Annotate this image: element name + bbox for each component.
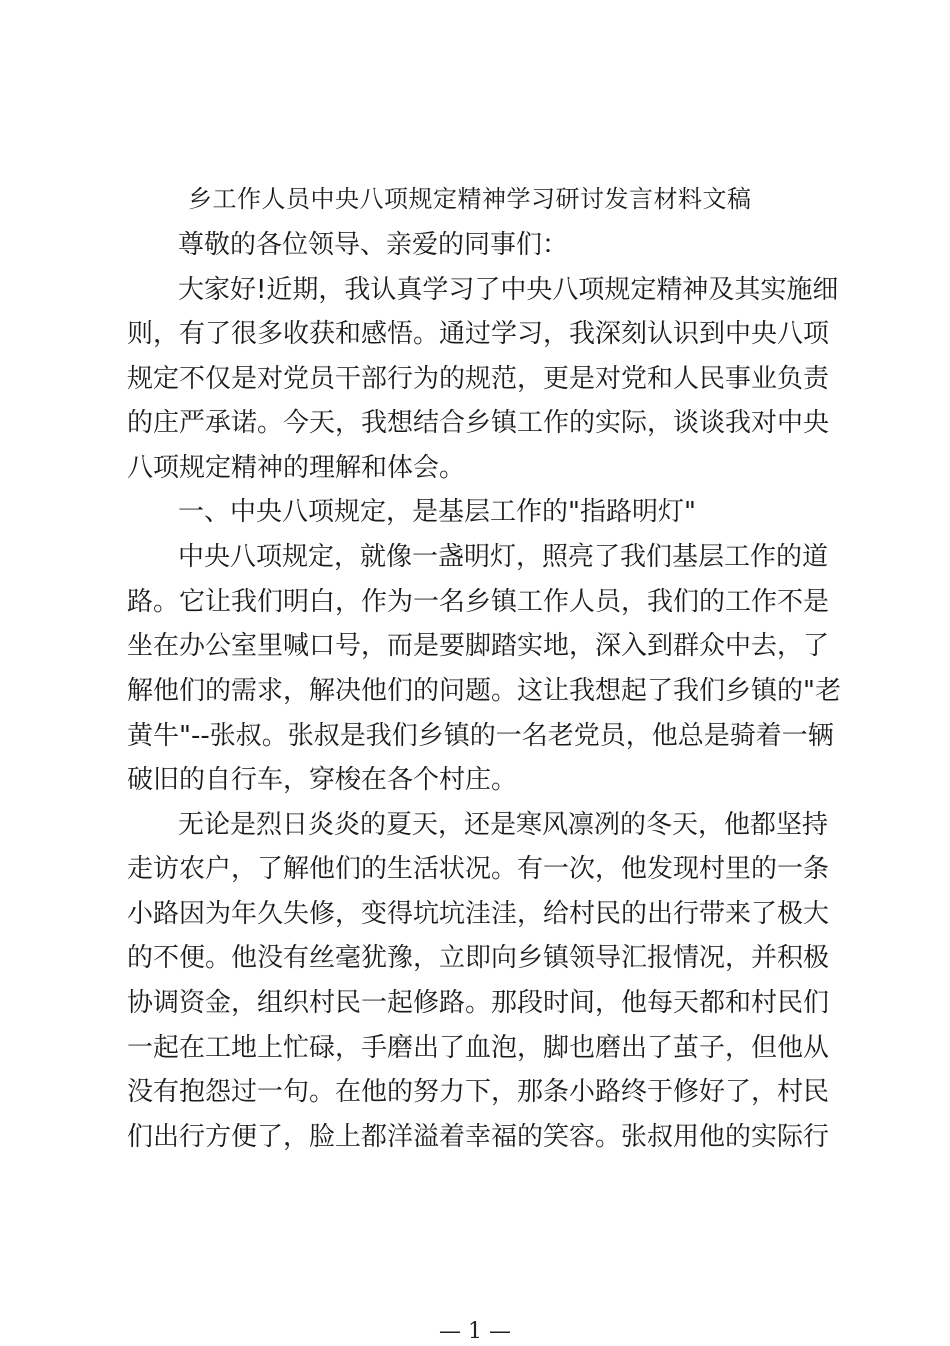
greeting-line: 尊敬的各位领导、亲爱的同事们： xyxy=(178,230,569,260)
paragraph-line: 没有抱怨过一句。在他的努力下，那条小路终于修好了，村民 xyxy=(127,1077,830,1107)
paragraph-line: 的不便。他没有丝毫犹豫，立即向乡镇领导汇报情况，并积极 xyxy=(127,943,830,973)
document-title: 乡工作人员中央八项规定精神学习研讨发言材料文稿 xyxy=(188,185,752,213)
paragraph-line: 中央八项规定，就像一盏明灯，照亮了我们基层工作的道 xyxy=(178,542,829,572)
paragraph-line: 八项规定精神的理解和体会。 xyxy=(127,453,466,483)
paragraph-line: 的庄严承诺。今天，我想结合乡镇工作的实际，谈谈我对中央 xyxy=(127,408,830,438)
page-number: — 1 — xyxy=(439,1319,511,1344)
paragraph-line: 破旧的自行车，穿梭在各个村庄。 xyxy=(127,765,518,795)
paragraph-line: 解他们的需求，解决他们的问题。这让我想起了我们乡镇的"老 xyxy=(127,676,841,706)
paragraph-line: 规定不仅是对党员干部行为的规范，更是对党和人民事业负责 xyxy=(127,364,830,394)
paragraph-line: 一起在工地上忙碌，手磨出了血泡，脚也磨出了茧子，但他从 xyxy=(127,1033,830,1063)
paragraph-line: 则，有了很多收获和感悟。通过学习，我深刻认识到中央八项 xyxy=(127,319,830,349)
section-heading: 一、中央八项规定，是基层工作的"指路明灯" xyxy=(178,497,696,527)
paragraph-line: 们出行方便了，脸上都洋溢着幸福的笑容。张叔用他的实际行 xyxy=(127,1122,830,1152)
paragraph-line: 无论是烈日炎炎的夏天，还是寒风凛冽的冬天，他都坚持 xyxy=(178,810,829,840)
paragraph-line: 路。它让我们明白，作为一名乡镇工作人员，我们的工作不是 xyxy=(127,587,830,617)
paragraph-line: 协调资金，组织村民一起修路。那段时间，他每天都和村民们 xyxy=(127,988,830,1018)
paragraph-line: 黄牛"--张叔。张叔是我们乡镇的一名老党员，他总是骑着一辆 xyxy=(127,721,834,751)
paragraph-line: 大家好!近期，我认真学习了中央八项规定精神及其实施细 xyxy=(178,275,839,305)
paragraph-line: 走访农户，了解他们的生活状况。有一次，他发现村里的一条 xyxy=(127,854,830,884)
paragraph-line: 小路因为年久失修，变得坑坑洼洼，给村民的出行带来了极大 xyxy=(127,899,830,929)
paragraph-line: 坐在办公室里喊口号，而是要脚踏实地，深入到群众中去，了 xyxy=(127,631,830,661)
